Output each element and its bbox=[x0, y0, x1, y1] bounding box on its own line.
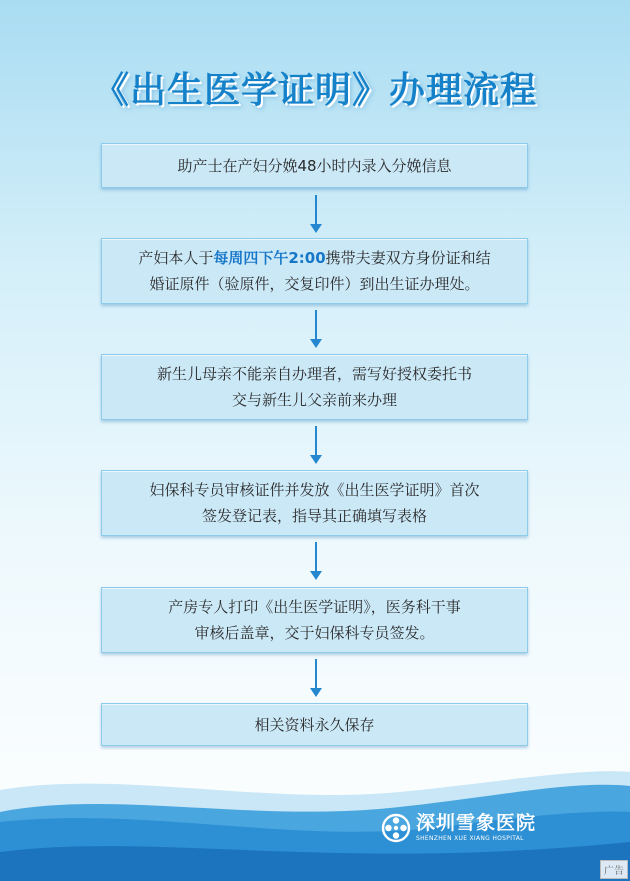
step-5-line-2: 审核后盖章，交于妇保科专员签发。 bbox=[194, 624, 435, 642]
arrow-down-icon bbox=[308, 659, 324, 697]
step-2-highlight-time: 每周四下午2:00 bbox=[213, 249, 326, 267]
arrow-down-icon bbox=[308, 542, 324, 580]
arrow-down-icon bbox=[308, 310, 324, 348]
step-3-line-2: 交与新生儿父亲前来办理 bbox=[231, 391, 397, 409]
hospital-emblem-icon bbox=[381, 813, 411, 843]
step-5-line-1: 产房专人打印《出生医学证明》，医务科干事 bbox=[168, 598, 461, 616]
step-2-line-1 bbox=[138, 245, 490, 271]
step-2 bbox=[101, 238, 528, 304]
step-5 bbox=[101, 587, 528, 653]
hospital-logo bbox=[381, 812, 536, 843]
step-6 bbox=[101, 703, 528, 746]
step-3 bbox=[101, 354, 528, 420]
arrow-down-icon bbox=[308, 426, 324, 464]
step-2-text-pre: 产妇本人于 bbox=[138, 249, 214, 267]
hospital-name-en: SHENZHEN XUE XIANG HOSPITAL bbox=[416, 835, 524, 842]
hospital-name-cn: 深圳雪象医院 bbox=[416, 812, 537, 834]
step-2-line-2: 婚证原件（验原件，交复印件）到出生证办理处。 bbox=[149, 275, 480, 293]
step-4-line-2: 签发登记表，指导其正确填写表格 bbox=[201, 507, 427, 525]
step-6-line-1: 相关资料永久保存 bbox=[254, 715, 375, 734]
step-1-line-1: 助产士在产妇分娩48小时内录入分娩信息 bbox=[177, 156, 452, 175]
step-1 bbox=[101, 143, 528, 188]
step-4-line-1: 妇保科专员审核证件并发放《出生医学证明》首次 bbox=[149, 481, 480, 499]
ad-badge: 广告 bbox=[600, 860, 628, 879]
page-title: 《出生医学证明》办理流程 bbox=[92, 70, 537, 111]
step-3-line-1: 新生儿母亲不能亲自办理者，需写好授权委托书 bbox=[156, 365, 472, 383]
step-4 bbox=[101, 470, 528, 536]
arrow-down-icon bbox=[308, 195, 324, 233]
step-2-text-post: 携带夫妻双方身份证和结 bbox=[325, 249, 491, 267]
